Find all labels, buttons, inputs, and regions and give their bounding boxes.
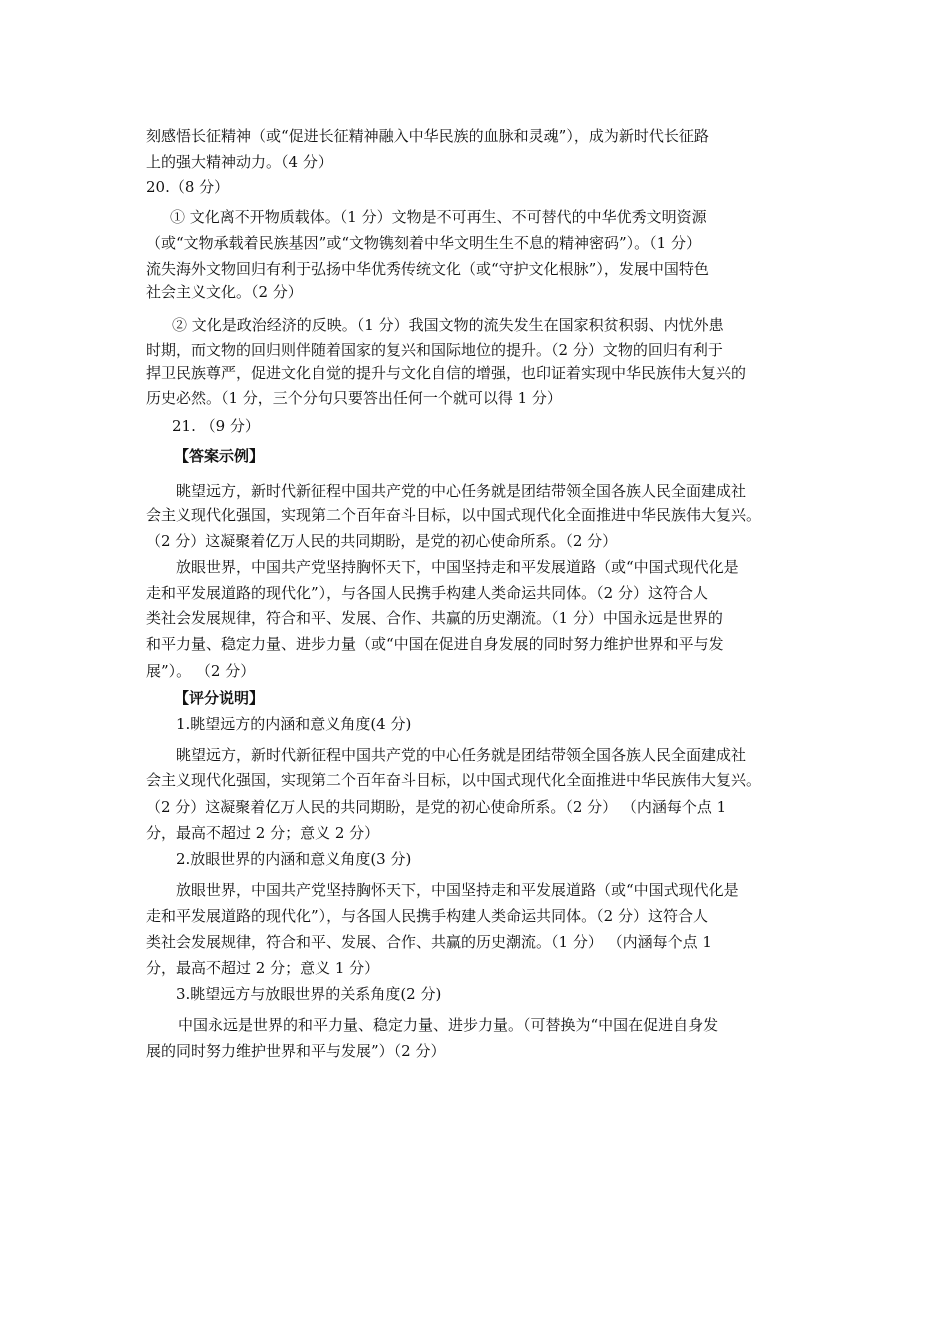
- text-line: ① 文化离不开物质载体。（1 分）文物是不可再生、不可替代的中华优秀文明资源: [170, 208, 707, 226]
- question-number: 21. （9 分）: [172, 417, 260, 435]
- text-line: 走和平发展道路的现代化”），与各国人民携手构建人类命运共同体。（2 分）这符合人: [146, 584, 708, 602]
- text-line: 流失海外文物回归有利于弘扬中华优秀传统文化（或“守护文化根脉”），发展中国特色: [146, 260, 709, 278]
- text-line: 中国永远是世界的和平力量、稳定力量、进步力量。（可替换为“中国在促进自身发: [178, 1016, 719, 1034]
- text-line: 2.放眼世界的内涵和意义角度(3 分): [176, 850, 412, 868]
- text-line: ② 文化是政治经济的反映。（1 分）我国文物的流失发生在国家积贫积弱、内忧外患: [172, 316, 724, 334]
- text-line: 类社会发展规律，符合和平、发展、合作、共赢的历史潮流。（1 分）中国永远是世界的: [146, 609, 723, 627]
- text-line: 放眼世界，中国共产党坚持胸怀天下，中国坚持走和平发展道路（或“中国式现代化是: [176, 558, 739, 576]
- text-line: 刻感悟长征精神（或“促进长征精神融入中华民族的血脉和灵魂”），成为新时代长征路: [146, 127, 709, 145]
- text-line: 捍卫民族尊严，促进文化自觉的提升与文化自信的增强，也印证着实现中华民族伟大复兴的: [146, 364, 747, 382]
- question-number: 20.（8 分）: [146, 178, 230, 196]
- text-line: 1.眺望远方的内涵和意义角度(4 分): [176, 715, 412, 733]
- text-line: （2 分）这凝聚着亿万人民的共同期盼，是党的初心使命所系。（2 分） （内涵每个点 1: [146, 798, 727, 816]
- text-line: 展”）。 （2 分）: [146, 662, 256, 680]
- text-line: 历史必然。（1 分，三个分句只要答出任何一个就可以得 1 分）: [146, 389, 562, 407]
- text-line: （或“文物承载着民族基因”或“文物镌刻着中华文明生生不息的精神密码”）。（1 分）: [146, 234, 701, 252]
- text-line: 会主义现代化强国，实现第二个百年奋斗目标，以中国式现代化全面推进中华民族伟大复兴。: [146, 771, 762, 789]
- text-line: 眺望远方，新时代新征程中国共产党的中心任务就是团结带领全国各族人民全面建成社: [176, 482, 747, 500]
- text-line: 展的同时努力维护世界和平与发展”）（2 分）: [146, 1042, 446, 1060]
- section-heading: 【答案示例】: [174, 447, 265, 465]
- text-line: 时期，而文物的回归则伴随着国家的复兴和国际地位的提升。（2 分）文物的回归有利于: [146, 341, 723, 359]
- text-line: 分，最高不超过 2 分；意义 2 分）: [146, 824, 380, 842]
- text-line: 分，最高不超过 2 分；意义 1 分）: [146, 959, 380, 977]
- text-line: 眺望远方，新时代新征程中国共产党的中心任务就是团结带领全国各族人民全面建成社: [176, 746, 747, 764]
- text-line: 上的强大精神动力。（4 分）: [146, 153, 333, 171]
- section-heading: 【评分说明】: [174, 689, 265, 707]
- text-line: 类社会发展规律，符合和平、发展、合作、共赢的历史潮流。（1 分） （内涵每个点 1: [146, 933, 712, 951]
- text-line: （2 分）这凝聚着亿万人民的共同期盼，是党的初心使命所系。（2 分）: [146, 532, 618, 550]
- text-line: 社会主义文化。（2 分）: [146, 283, 303, 301]
- text-line: 和平力量、稳定力量、进步力量（或“中国在促进自身发展的同时努力维护世界和平与发: [146, 635, 724, 653]
- text-line: 3.眺望远方与放眼世界的关系角度(2 分): [176, 985, 442, 1003]
- text-line: 走和平发展道路的现代化”），与各国人民携手构建人类命运共同体。（2 分）这符合人: [146, 907, 708, 925]
- text-line: 放眼世界，中国共产党坚持胸怀天下，中国坚持走和平发展道路（或“中国式现代化是: [176, 881, 739, 899]
- text-line: 会主义现代化强国，实现第二个百年奋斗目标，以中国式现代化全面推进中华民族伟大复兴。: [146, 506, 762, 524]
